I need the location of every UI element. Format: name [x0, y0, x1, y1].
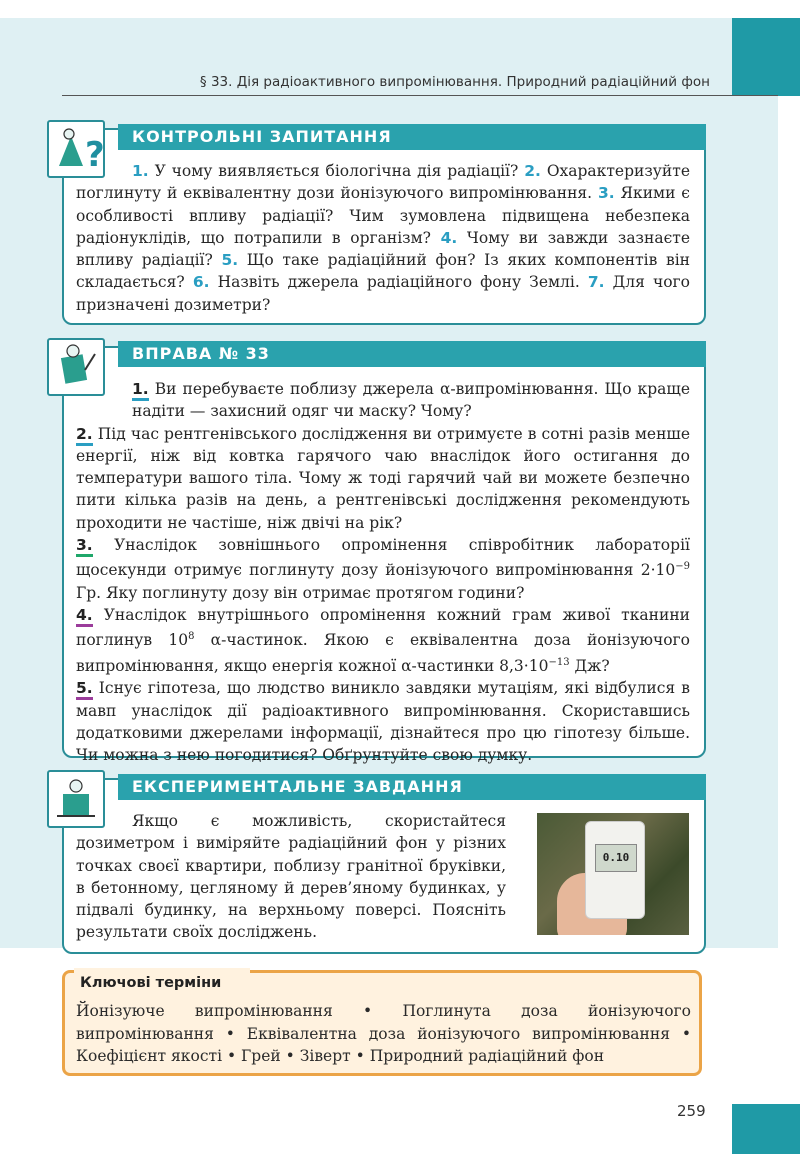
- chapter-tab-top: [732, 18, 800, 96]
- q-number: 3.: [597, 184, 615, 203]
- exponent: −13: [548, 656, 570, 668]
- svg-text:?: ?: [85, 135, 103, 175]
- exponent: −9: [675, 561, 690, 573]
- experiment-title: ЕКСПЕРИМЕНТАЛЬНЕ ЗАВДАННЯ: [118, 774, 706, 800]
- q-text: Назвіть джерела радіаційного фону Землі.: [217, 273, 580, 292]
- exercise-number: 2.: [76, 425, 93, 446]
- exercise-title: ВПРАВА № 33: [118, 341, 706, 367]
- key-terms-title: Ключові терміни: [74, 968, 250, 996]
- q-number: 4.: [440, 228, 458, 247]
- page-number: 259: [677, 1102, 706, 1120]
- q-number: 7.: [587, 273, 605, 292]
- exercise-item-text: Існує гіпотеза, що людство виникло завдяки мутаціям, які відбулися в мавп унаслідок дії радіоактивного випромінювання. Скориставшись додатковими джерелами інформації, дізнайтеся про цю гіпотезу більше. Чи можна з нею погодитися? Обґрунтуйте свою думку.: [76, 679, 690, 765]
- exercise-item-text: Гр. Яку поглинуту дозу він отримає протягом години?: [76, 583, 525, 602]
- q-text: Чому ви завжди зазнаєте впливу радіації?: [76, 228, 691, 270]
- exercise-item-text: Дж?: [569, 657, 610, 676]
- q-number: 2.: [524, 162, 541, 180]
- exercise-item-text: Унаслідок зовнішнього опромінення співробітник лабораторії щосекунди отримує поглинуту дозу йонізуючого випромінювання 2·10: [76, 536, 690, 580]
- q-text: Що таке радіаційний фон? Із яких компонентів він складається?: [76, 251, 690, 292]
- exercise-item-text: Унаслідок внутрішнього опромінення кожний грам живої тканини поглинув 10: [76, 606, 690, 650]
- exercise-number: 3.: [76, 536, 93, 557]
- q-text: Охарактеризуйте поглинуту й еквівалентну дози йонізуючого випромінювання.: [76, 162, 691, 203]
- header-rule: [62, 95, 778, 96]
- key-terms-text: Йонізуюче випромінювання • Поглинута доза йонізуючого випромінювання • Еквівалентна доза йонізуючого випромінювання • Коефіцієнт якості • Грей • Зіверт • Природний радіаційний фон: [76, 1002, 691, 1065]
- experiment-paragraph: Якщо є можливість, скористайтеся дозиметром і виміряйте радіаційний фон у різних точках своєї квартири, поблизу гранітної бруківки, в бетонному, цегляному й дерев’яному будинках, у підвалі будинку, на верхньому поверсі. Поясніть результати своїх досліджень.: [76, 812, 506, 942]
- chapter-tab-bottom: [732, 1104, 800, 1154]
- exercise-item-text: α-частинок. Якою є еквівалентна доза йонізуючого випромінювання, якщо енергія кожної α-частинки 8,3·10: [76, 631, 690, 676]
- running-title: § 33. Дія радіоактивного випромінювання. Природний радіаційний фон: [199, 74, 710, 90]
- exercise-number: 4.: [76, 606, 93, 627]
- dosimeter-photo: [537, 813, 689, 935]
- questions-text: [76, 160, 690, 316]
- q-text: У чому виявляється біологічна дія радіації?: [154, 162, 519, 180]
- experiment-text: [76, 810, 506, 944]
- q-number: 5.: [221, 251, 239, 270]
- exercise-text: [76, 378, 690, 767]
- exponent: 8: [188, 631, 195, 643]
- exercise-number: 1.: [132, 380, 149, 401]
- exercise-number: 5.: [76, 679, 93, 700]
- q-number: 1.: [132, 162, 149, 180]
- q-number: 6.: [192, 273, 210, 292]
- q-text: Для чого призначені дозиметри?: [76, 273, 691, 314]
- exercise-item-text: Під час рентгенівського дослідження ви отримуєте в сотні разів менше енергії, ніж від ковтка гарячого чаю внаслідок його остигання до температури вашого тіла. Чому ж тоді гарячий чай ви можете безпечно пити кілька разів на день, а рентгенівські дослідження рекомендують проходити не частіше, ніж двічі на рік?: [76, 424, 690, 532]
- dosimeter-device: [585, 821, 645, 919]
- dosimeter-reading: 0.10: [595, 844, 637, 872]
- q-text: Якими є особливості впливу радіації? Чим зумовлена підвищена небезпека радіонуклідів, що потрапили в організм?: [76, 184, 690, 247]
- exercise-item-text: Ви перебуваєте поблизу джерела α-випромінювання. Що краще надіти — захисний одяг чи маску? Чому?: [132, 380, 690, 421]
- questions-title: КОНТРОЛЬНІ ЗАПИТАННЯ: [118, 124, 706, 150]
